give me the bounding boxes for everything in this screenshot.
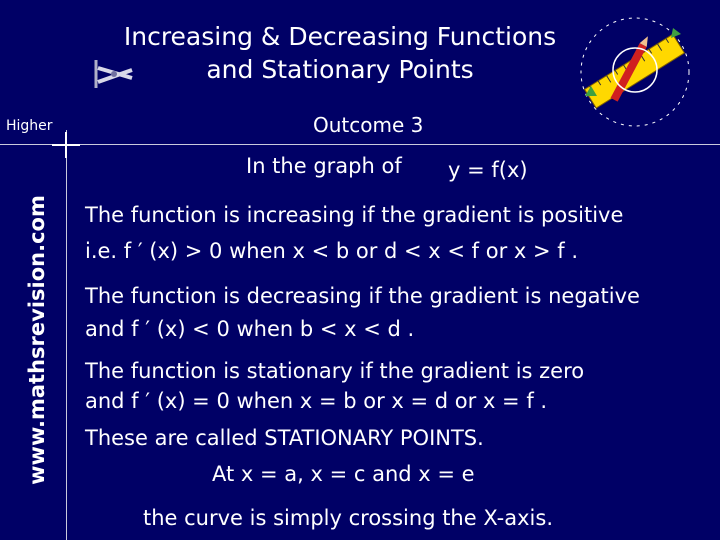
- website-label: www.mathsrevision.com: [25, 195, 49, 485]
- graph-equation: y = f(x): [448, 158, 528, 182]
- decreasing-text: The function is decreasing if the gradient is negative: [85, 284, 640, 308]
- stationary-text: The function is stationary if the gradient is zero: [85, 359, 585, 383]
- title-line-2: and Stationary Points: [206, 55, 474, 84]
- increasing-condition: i.e. f ′ (x) > 0 when x < b or d < x < f or x > f .: [85, 239, 579, 263]
- outcome-label: Outcome 3: [313, 113, 424, 137]
- sidebar-divider: [66, 130, 67, 540]
- graph-intro: In the graph of: [246, 154, 402, 178]
- page-title: [100, 20, 580, 86]
- crossing-note: the curve is simply crossing the X-axis.: [143, 506, 554, 530]
- increasing-text: The function is increasing if the gradient is positive: [85, 203, 624, 227]
- crosshair-vertical: [65, 132, 67, 158]
- stationary-points-note: These are called STATIONARY POINTS.: [85, 426, 484, 450]
- title-line-1: Increasing & Decreasing Functions: [123, 22, 557, 51]
- crossing-points: At x = a, x = c and x = e: [212, 462, 475, 486]
- level-label: Higher: [6, 118, 53, 134]
- stationary-condition: and f ′ (x) = 0 when x = b or x = d or x = f .: [85, 389, 548, 413]
- ruler-pencil-logo-icon: [565, 8, 705, 138]
- header-divider: [0, 144, 720, 145]
- compass-logo-icon: [88, 56, 138, 92]
- decreasing-condition: and f ′ (x) < 0 when b < x < d .: [85, 317, 415, 341]
